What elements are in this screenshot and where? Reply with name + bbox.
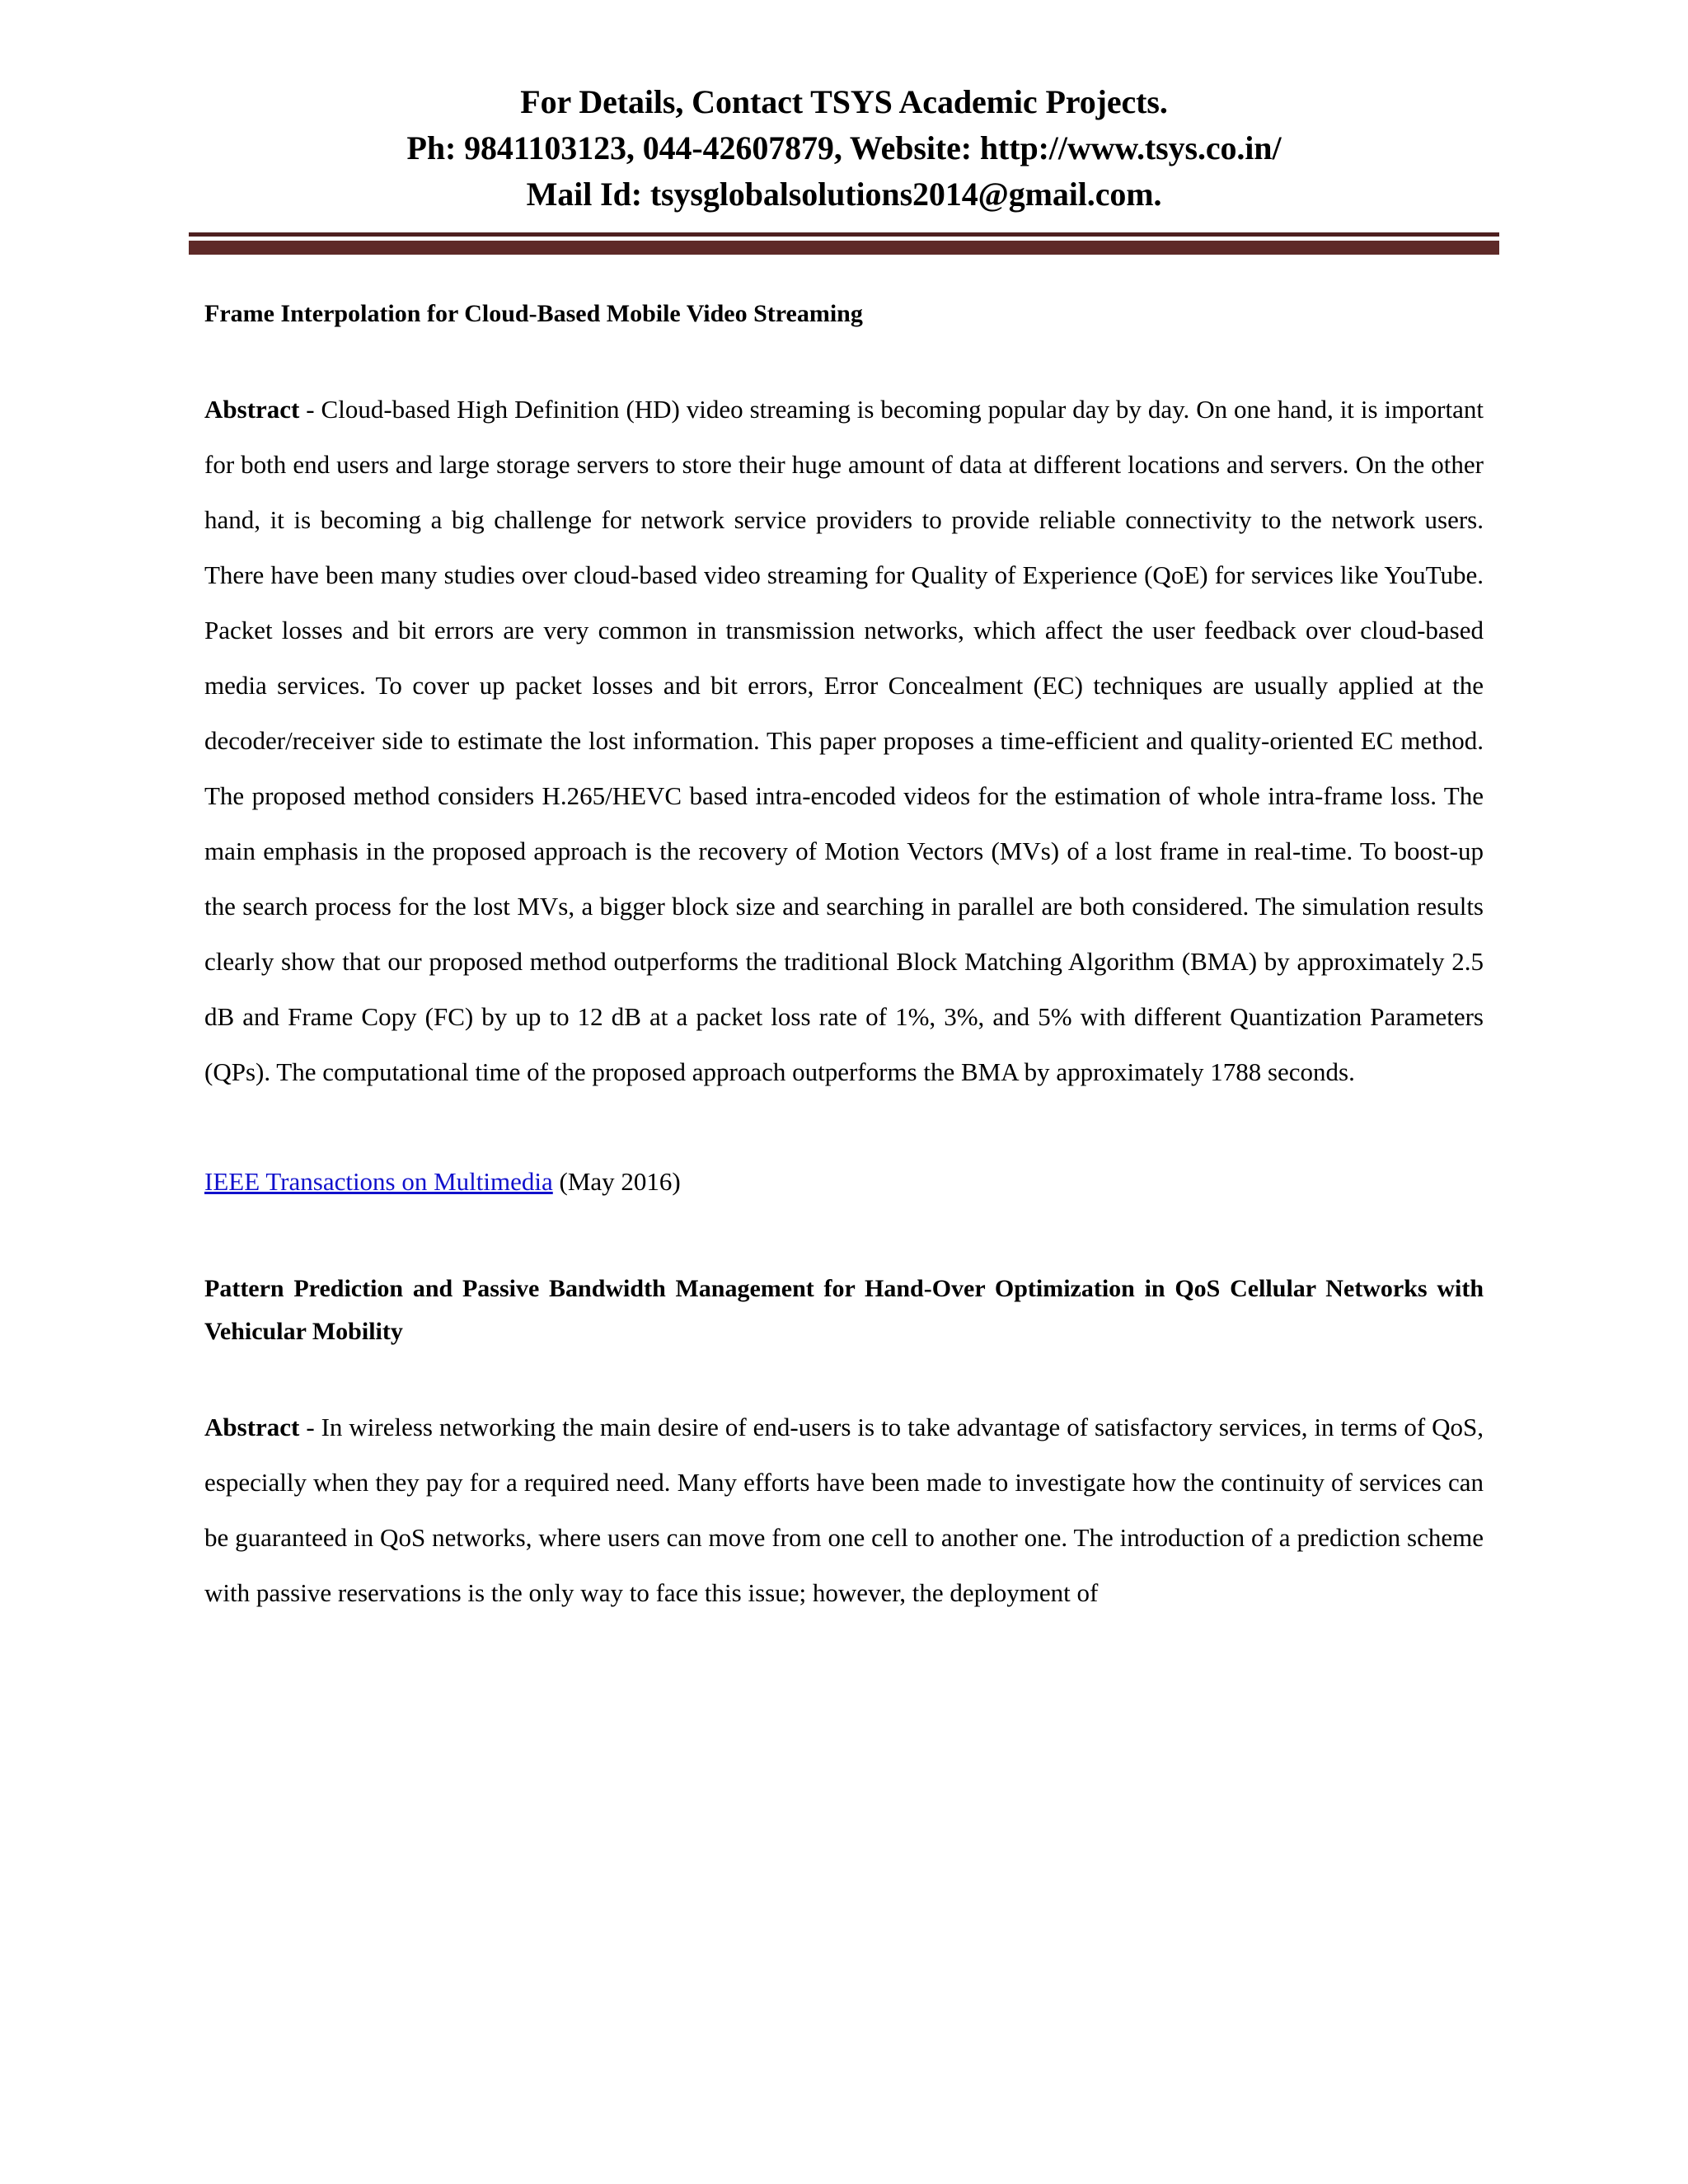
- journal-date-1: (May 2016): [552, 1167, 681, 1196]
- contact-header: [0, 0, 1688, 218]
- contact-header-line-2: Ph: 9841103123, 044-42607879, Website: http://www.tsys.co.in/: [406, 129, 1282, 166]
- abstract-label-2: Abstract: [204, 1413, 300, 1441]
- abstract-body-2: In wireless networking the main desire of end-users is to take advantage of satisfactory services, in terms of QoS, especially when they pay for a required need. Many efforts have been made to investigate how the continuity of services can be guaranteed in QoS networks, where users can move from one cell to another one. The introduction of a prediction scheme with passive reservations is the only way to face this issue; however, the deployment of: [204, 1413, 1484, 1607]
- spacer: [204, 1353, 1484, 1399]
- paper-citation-1: [204, 1157, 1484, 1207]
- spacer: [204, 1207, 1484, 1268]
- document-content: [204, 255, 1484, 1620]
- contact-header-line-1: For Details, Contact TSYS Academic Projects.: [520, 83, 1168, 120]
- abstract-dash-1: -: [299, 395, 321, 424]
- paper-abstract-1: [204, 382, 1484, 1099]
- spacer: [204, 1099, 1484, 1157]
- abstract-label-1: Abstract: [204, 395, 300, 424]
- journal-link-1[interactable]: IEEE Transactions on Multimedia: [204, 1167, 553, 1196]
- header-divider-thick-band: [189, 241, 1499, 255]
- abstract-dash-2: -: [299, 1413, 321, 1441]
- paper-title-2: Pattern Prediction and Passive Bandwidth Management for Hand-Over Optimization in QoS Cellular Networks with Vehicular Mobility: [204, 1275, 1484, 1345]
- paper-abstract-2: [204, 1399, 1484, 1620]
- spacer: [204, 335, 1484, 382]
- paper-title-1: Frame Interpolation for Cloud-Based Mobile Video Streaming: [204, 300, 863, 327]
- abstract-body-1: Cloud-based High Definition (HD) video streaming is becoming popular day by day. On one hand, it is important for both end users and large storage servers to store their huge amount of data at different locations and servers. On the other hand, it is becoming a big challenge for network service providers to provide reliable connectivity to the network users. There have been many studies over cloud-based video streaming for Quality of Experience (QoE) for services like YouTube. Packet losses and bit errors are very common in transmission networks, which affect the user feedback over cloud-based media services. To cover up packet losses and bit errors, Error Concealment (EC) techniques are usually applied at the decoder/receiver side to estimate the lost information. This paper proposes a time-efficient and quality-oriented EC method. The proposed method considers H.265/HEVC based intra-encoded videos for the estimation of whole intra-frame loss. The main emphasis in the proposed approach is the recovery of Motion Vectors (MVs) of a lost frame in real-time. To boost-up the search process for the lost MVs, a bigger block size and searching in parallel are both considered. The simulation results clearly show that our proposed method outperforms the traditional Block Matching Algorithm (BMA) by approximately 2.5 dB and Frame Copy (FC) by up to 12 dB at a packet loss rate of 1%, 3%, and 5% with different Quantization Parameters (QPs). The computational time of the proposed approach outperforms the BMA by approximately 1788 seconds.: [204, 395, 1484, 1086]
- contact-header-line-3: Mail Id: tsysglobalsolutions2014@gmail.com.: [526, 176, 1162, 213]
- header-divider: [189, 232, 1499, 255]
